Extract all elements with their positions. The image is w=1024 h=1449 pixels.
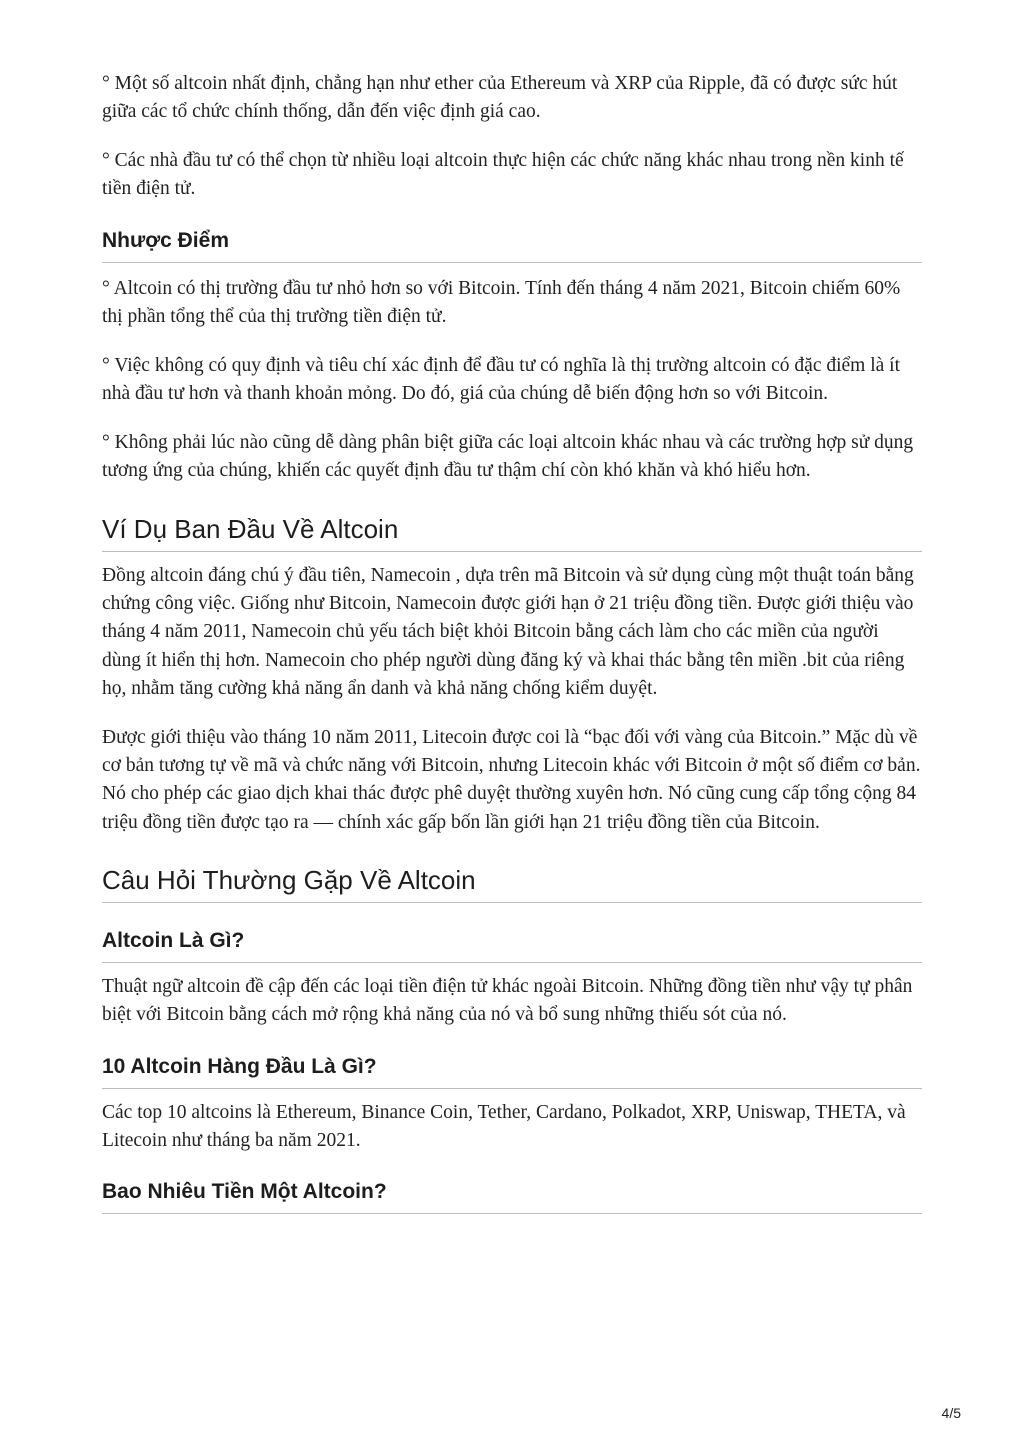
heading-top-10-altcoins: 10 Altcoin Hàng Đầu Là Gì? [102,1054,922,1089]
page-number: 4/5 [941,1405,961,1421]
paragraph-litecoin: Được giới thiệu vào tháng 10 năm 2011, Litecoin được coi là “bạc đối với vàng của Bitcoin.” Mặc dù về cơ bản tương tự về mã và chức năng với Bitcoin, nhưng Litecoin khác với Bitcoin ở một số điểm cơ bản. Nó cho phép các giao dịch khai thác được phê duyệt thường xuyên hơn. Nó cũng cung cấp tổng cộng 84 triệu đồng tiền được tạo ra — chính xác gấp bốn lần giới hạn 21 triệu đồng tiền của Bitcoin. [102,726,921,833]
paragraph-top-10-altcoins: Các top 10 altcoins là Ethereum, Binance Coin, Tether, Cardano, Polkadot, XRP, Uniswap, THETA, và Litecoin như tháng ba năm 2021. [102,1101,906,1151]
paragraph-cons-2: ° Việc không có quy định và tiêu chí xác định để đầu tư có nghĩa là thị trường altcoin có đặc điểm là ít nhà đầu tư hơn và thanh khoản mỏng. Do đó, giá của chúng dễ biến động hơn so với Bitcoin. [102,354,901,405]
heading-cons: Nhược Điểm [102,228,922,263]
paragraph-cons-1: ° Altcoin có thị trường đầu tư nhỏ hơn so với Bitcoin. Tính đến tháng 4 năm 2021, Bitcoin chiếm 60% thị phần tổng thể của thị trường tiền điện tử. [102,277,901,328]
paragraph-what-is-altcoin: Thuật ngữ altcoin đề cập đến các loại tiền điện tử khác ngoài Bitcoin. Những đồng tiền như vậy tự phân biệt với Bitcoin bằng cách mở rộng khả năng của nó và bổ sung những thiếu sót của nó. [102,976,913,1026]
heading-what-is-altcoin: Altcoin Là Gì? [102,928,922,963]
paragraph-pros-1: ° Một số altcoin nhất định, chẳng hạn như ether của Ethereum và XRP của Ripple, đã có được sức hút giữa các tổ chức chính thống, dẫn đến việc định giá cao. [102,73,898,123]
paragraph-cons-3: ° Không phải lúc nào cũng dễ dàng phân biệt giữa các loại altcoin khác nhau và các trường hợp sử dụng tương ứng của chúng, khiến các quyết định đầu tư thậm chí còn khó khăn và khó hiểu hơn. [102,432,914,482]
paragraph-pros-2: ° Các nhà đầu tư có thể chọn từ nhiều loại altcoin thực hiện các chức năng khác nhau trong nền kinh tế tiền điện tử. [102,150,904,200]
heading-altcoin-price: Bao Nhiêu Tiền Một Altcoin? [102,1179,922,1214]
heading-early-examples: Ví Dụ Ban Đầu Về Altcoin [102,513,922,552]
heading-faq: Câu Hỏi Thường Gặp Về Altcoin [102,864,922,903]
paragraph-namecoin: Đồng altcoin đáng chú ý đầu tiên, Namecoin , dựa trên mã Bitcoin và sử dụng cùng một thuật toán bằng chứng công việc. Giống như Bitcoin, Namecoin được giới hạn ở 21 triệu đồng tiền. Được giới thiệu vào tháng 4 năm 2011, Namecoin chủ yếu tách biệt khỏi Bitcoin bằng cách làm cho các miền của người dùng ít hiển thị hơn. Namecoin cho phép người dùng đăng ký và khai thác bằng tên miền .bit của riêng họ, nhằm tăng cường khả năng ẩn danh và khả năng chống kiểm duyệt. [102,564,914,699]
document-page [102,70,922,1214]
